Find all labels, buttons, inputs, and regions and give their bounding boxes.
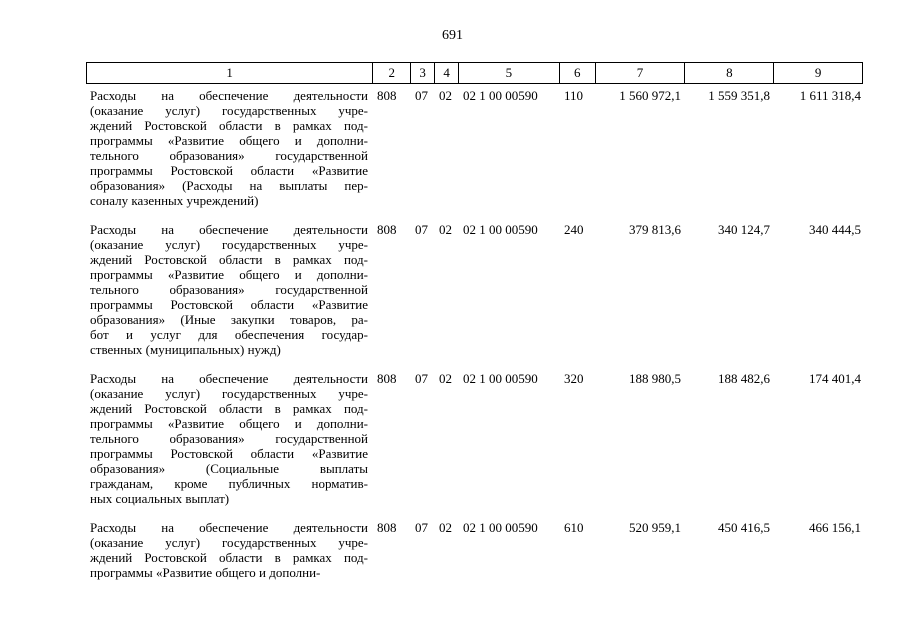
- description-line: образования» (Расходы на выплаты пер-: [90, 178, 368, 193]
- description-line: тельного образования» государственной: [90, 282, 368, 297]
- description-line: ждений Ростовской области в рамках под-: [90, 252, 368, 267]
- description-line: соналу казенных учреждений): [90, 193, 259, 208]
- description-line: тельного образования» государственной: [90, 431, 368, 446]
- description-line: Расходы на обеспечение деятельности: [90, 222, 368, 237]
- description-line: (оказание услуг) государственных учре-: [90, 103, 368, 118]
- header-col-9: 9: [814, 65, 822, 80]
- description-line: программы «Развитие общего и дополни-: [90, 416, 368, 431]
- section-cell: 07: [415, 222, 428, 237]
- description-line: Расходы на обеспечение деятельности: [90, 520, 368, 535]
- header-col-3: 3: [411, 63, 435, 83]
- amount-year1-cell: 1 560 972,1: [619, 88, 681, 103]
- table-header: [86, 62, 863, 84]
- description-line: ных социальных выплат): [90, 491, 230, 506]
- description-line: гражданам, кроме публичных норматив-: [90, 476, 368, 491]
- header-col-4: 4: [435, 63, 459, 83]
- target-article-cell: 02 1 00 00590: [463, 520, 538, 535]
- amount-year2-cell: 340 124,7: [718, 222, 770, 237]
- row-description: [90, 222, 368, 357]
- subsection-cell: 02: [439, 371, 452, 386]
- section-cell: 07: [415, 371, 428, 386]
- section-cell: 07: [415, 88, 428, 103]
- table-row: [86, 520, 863, 580]
- description-line: программы «Развитие общего и дополни-: [90, 565, 321, 580]
- header-col-6: 6: [560, 63, 596, 83]
- amount-year1-cell: 188 980,5: [629, 371, 681, 386]
- description-line: образования» (Социальные выплаты: [90, 461, 368, 476]
- description-line: (оказание услуг) государственных учре-: [90, 386, 368, 401]
- amount-year2-cell: 450 416,5: [718, 520, 770, 535]
- amount-year2-cell: 1 559 351,8: [708, 88, 770, 103]
- description-line: образования» (Иные закупки товаров, ра-: [90, 312, 368, 327]
- description-line: Расходы на обеспечение деятельности: [90, 371, 368, 386]
- header-col-1: 1: [87, 63, 373, 83]
- admin-code-cell: 808: [377, 88, 397, 103]
- table-row: [86, 88, 863, 208]
- amount-year3-cell: 174 401,4: [809, 371, 861, 386]
- header-col-2: 2: [373, 63, 411, 83]
- description-line: тельного образования» государственной: [90, 148, 368, 163]
- target-article-cell: 02 1 00 00590: [463, 222, 538, 237]
- table-row: [86, 371, 863, 506]
- header-col-7: 7: [596, 63, 686, 83]
- description-line: программы «Развитие общего и дополни-: [90, 267, 368, 282]
- amount-year1-cell: 520 959,1: [629, 520, 681, 535]
- description-line: ственных (муниципальных) нужд): [90, 342, 281, 357]
- admin-code-cell: 808: [377, 371, 397, 386]
- table-row: [86, 222, 863, 357]
- admin-code-cell: 808: [377, 222, 397, 237]
- amount-year3-cell: 340 444,5: [809, 222, 861, 237]
- description-line: программы Ростовской области «Развитие: [90, 163, 368, 178]
- description-line: ждений Ростовской области в рамках под-: [90, 118, 368, 133]
- description-line: Расходы на обеспечение деятельности: [90, 88, 368, 103]
- description-line: программы Ростовской области «Развитие: [90, 446, 368, 461]
- subsection-cell: 02: [439, 222, 452, 237]
- description-line: ждений Ростовской области в рамках под-: [90, 550, 368, 565]
- amount-year1-cell: 379 813,6: [629, 222, 681, 237]
- row-description: [90, 88, 368, 208]
- header-col-5: 5: [459, 63, 560, 83]
- admin-code-cell: 808: [377, 520, 397, 535]
- amount-year3-cell: 1 611 318,4: [799, 88, 861, 103]
- description-line: (оказание услуг) государственных учре-: [90, 535, 368, 550]
- page-number: 691: [442, 28, 463, 43]
- description-line: (оказание услуг) государственных учре-: [90, 237, 368, 252]
- header-col-8: 8: [685, 63, 774, 83]
- description-line: ждений Ростовской области в рамках под-: [90, 401, 368, 416]
- amount-year2-cell: 188 482,6: [718, 371, 770, 386]
- expense-type-cell: 240: [564, 222, 584, 237]
- amount-year3-cell: 466 156,1: [809, 520, 861, 535]
- row-description: [90, 371, 368, 506]
- description-line: программы Ростовской области «Развитие: [90, 297, 368, 312]
- description-line: бот и услуг для обеспечения государ-: [90, 327, 368, 342]
- expense-type-cell: 110: [564, 88, 584, 103]
- expense-type-cell: 610: [564, 520, 584, 535]
- target-article-cell: 02 1 00 00590: [463, 371, 538, 386]
- section-cell: 07: [415, 520, 428, 535]
- description-line: программы «Развитие общего и дополни-: [90, 133, 368, 148]
- row-description: [90, 520, 368, 580]
- expense-type-cell: 320: [564, 371, 584, 386]
- target-article-cell: 02 1 00 00590: [463, 88, 538, 103]
- subsection-cell: 02: [439, 520, 452, 535]
- subsection-cell: 02: [439, 88, 452, 103]
- table-body: [86, 88, 863, 594]
